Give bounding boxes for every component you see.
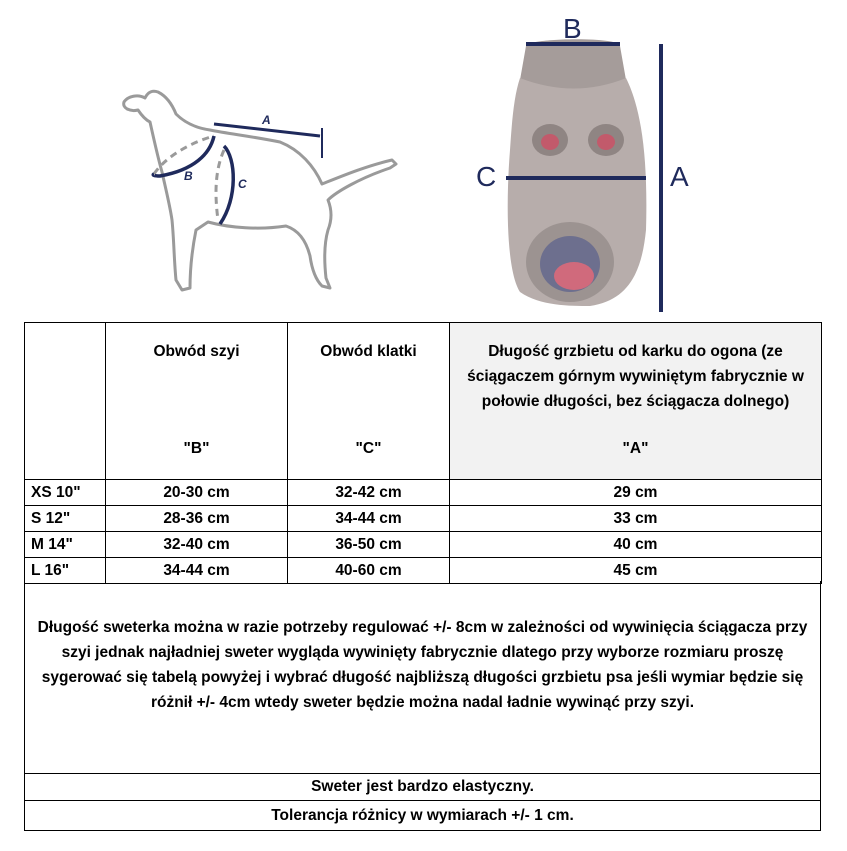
size-name: M 14" <box>25 532 106 558</box>
header-neck-code: "B" <box>183 440 210 457</box>
dog-label-a: A <box>262 113 271 127</box>
sweater-label-a: A <box>670 161 689 192</box>
neck-value: 28-36 cm <box>106 506 288 532</box>
table-header-row <box>25 323 822 480</box>
chest-value: 34-44 cm <box>288 506 450 532</box>
dog-label-b: B <box>184 169 193 183</box>
header-length <box>450 323 822 480</box>
header-empty-cell <box>25 323 106 480</box>
sweater-label-b: B <box>563 13 582 44</box>
size-table <box>24 322 822 584</box>
length-value: 40 cm <box>450 532 822 558</box>
neck-value: 34-44 cm <box>106 558 288 584</box>
chest-value: 36-50 cm <box>288 532 450 558</box>
header-chest <box>288 323 450 480</box>
elasticity-note: Sweter jest bardzo elastyczny. <box>25 773 820 800</box>
sweater-measurement-diagram <box>470 0 710 320</box>
table-row <box>25 480 822 506</box>
chest-value: 32-42 cm <box>288 480 450 506</box>
chest-measure-arc <box>220 146 233 224</box>
length-value: 33 cm <box>450 506 822 532</box>
header-length-code: "A" <box>622 440 649 457</box>
sweater-leg-hole-left-inner <box>541 134 559 150</box>
neck-value: 32-40 cm <box>106 532 288 558</box>
size-name: S 12" <box>25 506 106 532</box>
size-name: XS 10" <box>25 480 106 506</box>
tolerance-note: Tolerancja różnicy w wymiarach +/- 1 cm. <box>25 800 820 831</box>
chest-value: 40-60 cm <box>288 558 450 584</box>
notes-section <box>24 581 821 831</box>
table-row <box>25 558 822 584</box>
chest-measure-dashed <box>216 150 224 220</box>
header-neck-title: Obwód szyi <box>153 343 240 360</box>
header-chest-code: "C" <box>355 440 382 457</box>
length-value: 45 cm <box>450 558 822 584</box>
length-adjustment-note: Długość sweterka można w razie potrzeby regulować +/- 8cm w zależności od wywinięcia ściągacza przy szyi jednak najładniej sweter wygląda wywinięty fabrycznie dlatego przy wyborze rozmiaru proszę sygerować się tabelą powyżej i wybrać długość najbliższą długości grzbietu psa jeśli wymiar będzie się różnił +/- 4cm wtedy sweter będzie można nadal ładnie wywinąć przy szyi. <box>37 619 808 711</box>
dog-outline <box>124 91 396 290</box>
dog-label-c: C <box>238 177 247 191</box>
neck-value: 20-30 cm <box>106 480 288 506</box>
illustrations <box>0 0 847 322</box>
header-neck <box>106 323 288 480</box>
sweater-leg-hole-right-inner <box>597 134 615 150</box>
header-chest-title: Obwód klatki <box>320 343 417 360</box>
sweater-bottom-opening-pink <box>554 262 594 290</box>
header-length-title: Długość grzbietu od karku do ogona (ze ściągaczem górnym wywiniętym fabrycznie w połowie długości, bez ściągacza dolnego) <box>467 343 804 410</box>
sweater-label-c: C <box>476 161 497 192</box>
dog-measurement-diagram <box>110 80 410 300</box>
sweater-collar <box>520 39 626 89</box>
length-value: 29 cm <box>450 480 822 506</box>
size-name: L 16" <box>25 558 106 584</box>
table-row <box>25 506 822 532</box>
table-row <box>25 532 822 558</box>
